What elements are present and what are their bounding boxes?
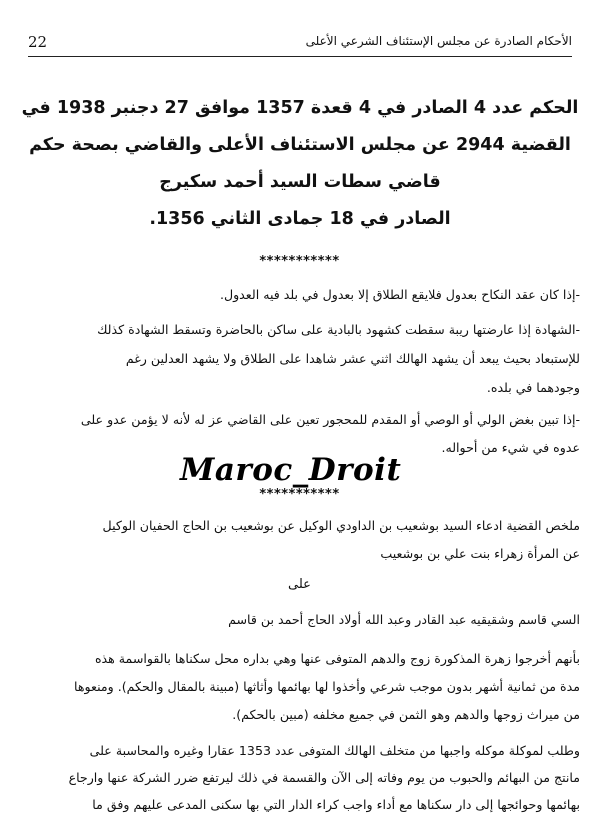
principle-line: للإستبعاد بحيث يبعد أن يشهد الهالك اثني عشر شاهدا على الطلاق ولا يشهد العدلين رغم <box>125 351 580 366</box>
running-title: الأحكام الصادرة عن مجلس الإستئناف الشرعي الأعلى <box>305 34 572 48</box>
against-label: على <box>288 577 311 592</box>
separator-stars-bottom: *********** <box>259 487 340 502</box>
claim-line: مدة من ثمانية أشهر بدون موجب شرعي وأخذوا لها بهائمها وأثاثها (مبينة بالمقال والحكم). ومنعوها <box>74 679 580 694</box>
maroc-droit-watermark: Maroc_Droit <box>180 452 402 488</box>
ruling-title-line: القضية 2944 عن مجلس الاستئناف الأعلى والقاضي بصحة حكم <box>29 135 571 155</box>
defendants-line: السي قاسم وشقيقيه عبد القادر وعبد الله أولاد الحاج أحمد بن قاسم <box>228 612 580 627</box>
ruling-title-line: الصادر في 18 جمادى الثاني 1356. <box>149 209 451 229</box>
ruling-title-line: قاضي سطات السيد أحمد سكيرج <box>159 172 441 192</box>
request-line: وطلب لموكلة موكله واجبها من متخلف الهالك المتوفى عدد 1353 عقارا وغيره والمحاسبة على <box>89 743 580 758</box>
principle-line: -إذا تبين بغض الولي أو الوصي أو المقدم للمحجور تعين على القاضي عز له لأنه لا يؤمن عدو على <box>80 412 580 427</box>
request-line: بهائمها وحوائجها إلى دار سكناها مع أداء واجب كراء الدار التي بها سكنى المدعى عليهم وفق ما <box>92 797 580 812</box>
claim-line: بأنهم أخرجوا زهرة المذكورة زوج والدهم المتوفى عنها وهي بداره محل سكناها بالقواسمة هذه <box>94 651 580 666</box>
summary-line: عن المرأة زهراء بنت علي بن بوشعيب <box>380 546 580 561</box>
principle-line: -إذا كان عقد النكاح بعدول فلايقع الطلاق إلا بعدول في بلد فيه العدول. <box>219 287 580 302</box>
summary-line: ملخص القضية ادعاء السيد بوشعيب بن الداودي الوكيل عن بوشعيب بن الحاج الحفيان الوكيل <box>102 518 580 533</box>
page-number: 22 <box>28 33 48 51</box>
principle-line: -الشهادة إذا عارضتها ريبة سقطت كشهود بالبادية على ساكن بالحاضرة وتسقط الشهادة كذلك <box>97 322 580 337</box>
ruling-title-line: الحكم عدد 4 الصادر في 4 قعدة 1357 موافق 27 دجنبر 1938 في <box>21 98 579 118</box>
separator-stars-top: *********** <box>259 254 340 269</box>
page-header <box>28 30 572 57</box>
claim-line: من ميراث زوجها والدهم وهو الثمن في جميع مخلفه (مبين بالحكم). <box>232 707 580 722</box>
request-line: مانتج من البهائم والحبوب من يوم وفاته إلى الآن والقسمة في ذلك ليرتفع ضرر الشركة عنها وارجاع <box>68 770 580 785</box>
principle-line: وجودهما في بلده. <box>486 380 580 395</box>
principle-line: عدوه في شيء من أحواله. <box>441 440 580 455</box>
